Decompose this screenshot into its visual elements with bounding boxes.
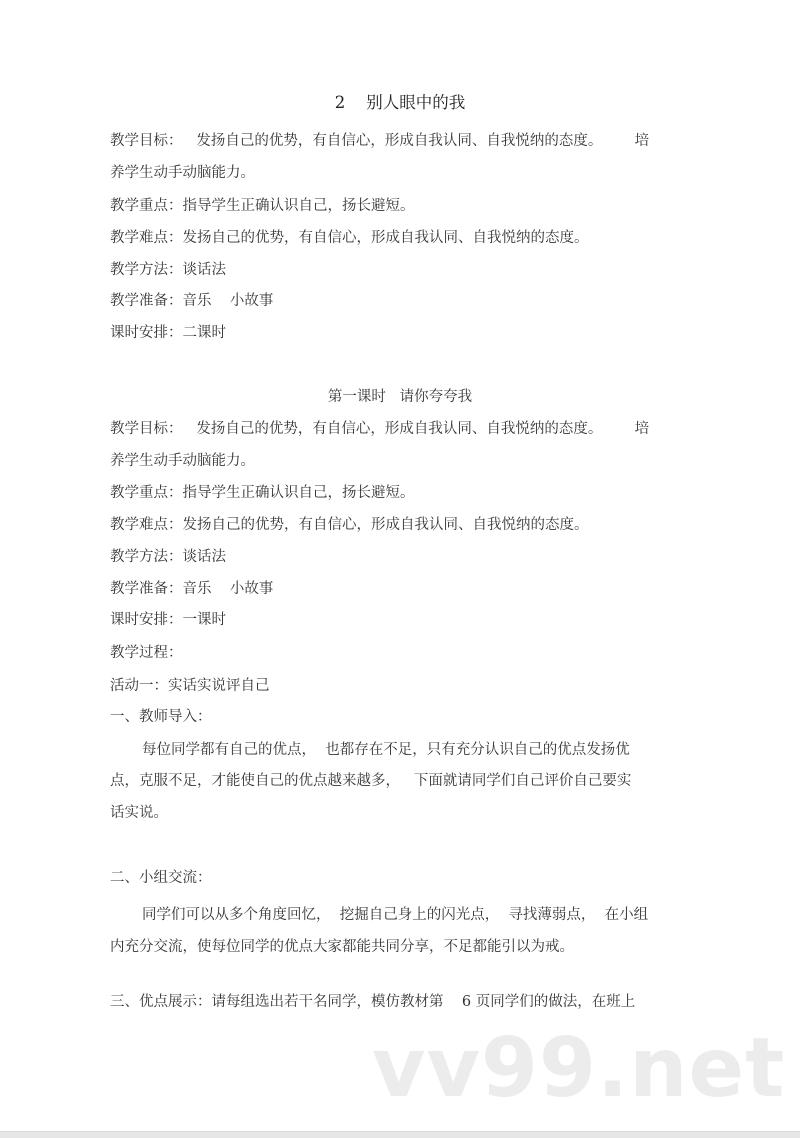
lesson1-method: 教学方法：谈话法: [110, 549, 226, 565]
step1-paragraph-line1: 每位同学都有自己的优点， 也都存在不足，只有充分认识自己的优点发扬优: [142, 742, 630, 758]
activity1-heading: 活动一：实话实说评自己: [110, 678, 270, 694]
watermark: vv99.net: [372, 1021, 786, 1116]
lesson1-preparation: 教学准备：音乐 小故事: [110, 581, 274, 597]
lesson1-goal-line1: 教学目标： 发扬自己的优势，有自信心，形成自我认同、自我悦纳的态度。 培: [110, 421, 650, 437]
lesson1-schedule: 课时安排：一课时: [110, 612, 226, 628]
intro-preparation: 教学准备：音乐 小故事: [110, 293, 274, 309]
step3-line: 三、优点展示：请每组选出若干名同学，模仿教材第 6 页同学们的做法，在班上: [110, 994, 636, 1010]
step1-heading: 一、教师导入：: [110, 709, 212, 725]
intro-goal-line2: 养学生动手动脑能力。: [110, 165, 255, 181]
document-title: 2 别人眼中的我: [334, 93, 466, 112]
step2-heading: 二、小组交流：: [110, 870, 212, 886]
step2-paragraph-line2: 内充分交流，使每位同学的优点大家都能共同分享，不足都能引以为戒。: [110, 939, 574, 955]
lesson1-process: 教学过程：: [110, 645, 183, 661]
step2-paragraph-line1: 同学们可以从多个角度回忆， 挖掘自己身上的闪光点， 寻找薄弱点， 在小组: [142, 907, 649, 923]
lesson1-goal-line2: 养学生动手动脑能力。: [110, 453, 255, 469]
lesson1-key-point: 教学重点：指导学生正确认识自己，扬长避短。: [110, 485, 415, 501]
step1-paragraph-line2: 点，克服不足，才能使自己的优点越来越多， 下面就请同学们自己评价自己要实: [110, 773, 632, 789]
intro-schedule: 课时安排：二课时: [110, 325, 226, 341]
lesson1-title: 第一课时 请你夸夸我: [327, 389, 473, 405]
intro-key-point: 教学重点：指导学生正确认识自己，扬长避短。: [110, 198, 415, 214]
intro-goal-line1: 教学目标： 发扬自己的优势，有自信心，形成自我认同、自我悦纳的态度。 培: [110, 133, 650, 149]
step1-paragraph-line3: 话实说。: [110, 805, 168, 821]
lesson1-difficulty: 教学难点：发扬自己的优势，有自信心，形成自我认同、自我悦纳的态度。: [110, 517, 589, 533]
intro-difficulty: 教学难点：发扬自己的优势，有自信心，形成自我认同、自我悦纳的态度。: [110, 230, 589, 246]
intro-method: 教学方法：谈话法: [110, 262, 226, 278]
